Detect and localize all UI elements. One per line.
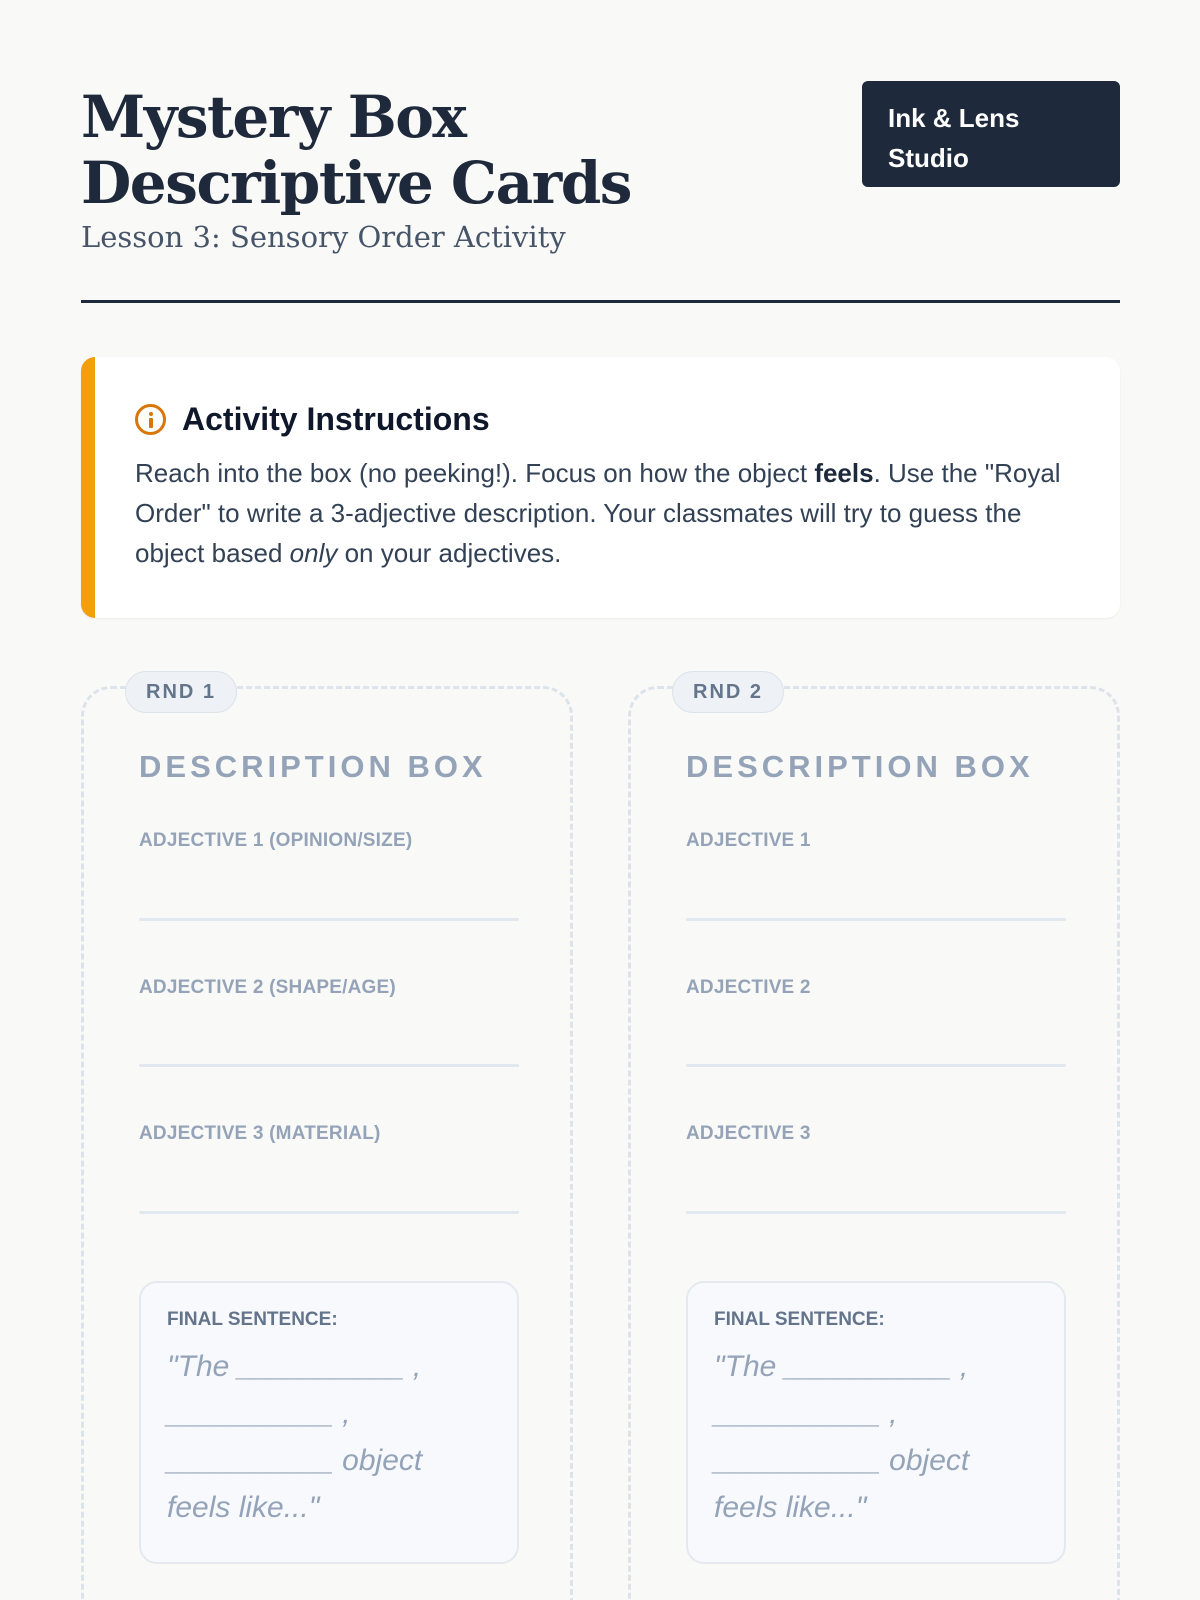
adjective-3-write-line[interactable]: [139, 1211, 519, 1214]
final-sentence-box[interactable]: [686, 1281, 1066, 1564]
worksheet-page: [81, 0, 1120, 1524]
final-sentence-template: "The __________ , __________ , __________ object feels like...": [714, 1350, 970, 1524]
final-sentence-label: FINAL SENTENCE:: [167, 1309, 338, 1330]
final-sentence-label: FINAL SENTENCE:: [714, 1309, 885, 1330]
instructions-text-part: on your adjectives.: [337, 538, 562, 568]
adjective-1-write-line[interactable]: [139, 918, 519, 921]
brand-badge: Ink & Lens Studio: [862, 81, 1120, 187]
adjective-1-write-line[interactable]: [686, 918, 1066, 921]
adjective-2-write-line[interactable]: [686, 1064, 1066, 1067]
card-title: DESCRIPTION BOX: [686, 749, 1034, 784]
worksheet-header: [81, 0, 1120, 302]
instructions-panel: [81, 357, 1120, 618]
adjective-3-label: ADJECTIVE 3 (MATERIAL): [139, 1123, 381, 1144]
instructions-emphasis-only: only: [289, 538, 338, 568]
page-title: Mystery Box Descriptive Cards: [81, 83, 631, 217]
round-badge: RND 1: [125, 671, 237, 713]
final-sentence-box[interactable]: [139, 1281, 519, 1564]
adjective-2-write-line[interactable]: [139, 1064, 519, 1067]
description-card-round-2: [628, 681, 1120, 1600]
instructions-header: [135, 399, 1080, 439]
description-card-round-1: [81, 681, 573, 1600]
adjective-3-write-line[interactable]: [686, 1211, 1066, 1214]
round-badge: RND 2: [672, 671, 784, 713]
instructions-emphasis-feels: feels: [814, 458, 874, 488]
adjective-2-label: ADJECTIVE 2 (SHAPE/AGE): [139, 977, 396, 998]
instructions-text-part: . Use the "Royal Order" to write a 3-adjective description. Your classmates will try to guess the object based: [135, 458, 1061, 568]
info-icon: [135, 404, 166, 435]
adjective-1-label: ADJECTIVE 1: [686, 830, 811, 851]
card-title: DESCRIPTION BOX: [139, 749, 487, 784]
adjective-2-label: ADJECTIVE 2: [686, 977, 811, 998]
final-sentence-template: "The __________ , __________ , __________ object feels like...": [167, 1350, 423, 1524]
adjective-1-label: ADJECTIVE 1 (OPINION/SIZE): [139, 830, 413, 851]
header-divider: [81, 300, 1120, 303]
page-subtitle: Lesson 3: Sensory Order Activity: [81, 220, 566, 254]
adjective-3-label: ADJECTIVE 3: [686, 1123, 811, 1144]
instructions-text-part: Reach into the box (no peeking!). Focus on how the object: [135, 458, 815, 488]
instructions-text: [135, 453, 1080, 573]
instructions-title: Activity Instructions: [182, 400, 490, 437]
